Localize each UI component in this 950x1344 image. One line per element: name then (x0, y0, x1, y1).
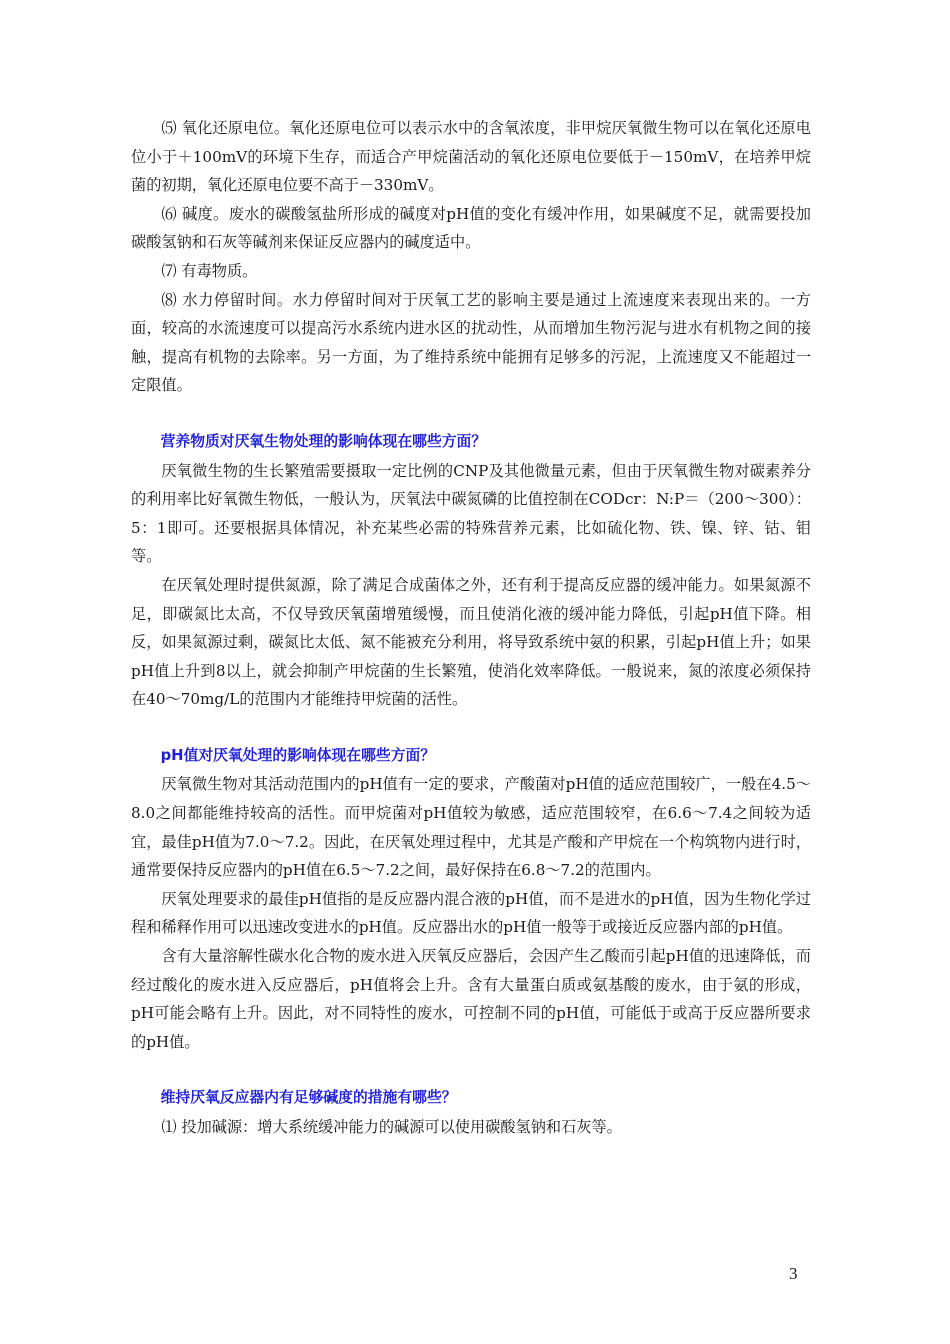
paragraph-toxic-substances: ⑺ 有毒物质。 (161, 261, 258, 280)
paragraph-alkali-dosing: ⑴ 投加碱源：增大系统缓冲能力的碱源可以使用碳酸氢钠和石灰等。 (161, 1118, 622, 1136)
section-spacer (131, 714, 811, 742)
paragraph-alkalinity: ⑹ 碱度。废水的碳酸氢盐所形成的碱度对pH值的变化有缓冲作用，如果碱度不足，就需要投加碳酸氢钠和石灰等碱剂来保证反应器内的碱度适中。 (131, 204, 811, 252)
paragraph-redox-potential: ⑸ 氧化还原电位。氧化还原电位可以表示水中的含氧浓度，非甲烷厌氧微生物可以在氧化还原电位小于＋100mV的环境下生存，而适合产甲烷菌活动的氧化还原电位要低于－150mV，在培养甲烷菌的初期，氧化还原电位要不高于－330mV。 (131, 119, 811, 195)
heading-alkalinity-measures: 维持厌氧反应器内有足够碱度的措施有哪些？ (160, 1089, 457, 1107)
heading-nutrients: 营养物质对厌氧生物处理的影响体现在哪些方面？ (160, 432, 487, 450)
page-content (131, 114, 811, 1142)
paragraph-nutrients-cnp: 厌氧微生物的生长繁殖需要摄取一定比例的CNP及其他微量元素，但由于厌氧微生物对碳素养分的利用率比好氧微生物低，一般认为，厌氧法中碳氮磷的比值控制在CODcr：N:P＝（200～300）：5：1即可。还要根据具体情况，补充某些必需的特殊营养元素，比如硫化物、铁、镍、锌、钴、钼等。 (131, 461, 811, 566)
section-spacer (131, 1056, 811, 1084)
paragraph-ph-range: 厌氧微生物对其活动范围内的pH值有一定的要求，产酸菌对pH值的适应范围较广，一般在4.5～8.0之间都能维持较高的活性。而甲烷菌对pH值较为敏感，适应范围较窄，在6.6～7.4之间较为适宜，最佳pH值为7.0～7.2。因此，在厌氧处理过程中，尤其是产酸和产甲烷在一个构筑物内进行时，通常要保持反应器内的pH值在6.5～7.2之间，最好保持在6.8～7.2的范围内。 (131, 775, 811, 880)
paragraph-ph-wastewater-types: 含有大量溶解性碳水化合物的废水进入厌氧反应器后，会因产生乙酸而引起pH值的迅速降低，而经过酸化的废水进入反应器后，pH值将会上升。含有大量蛋白质或氨基酸的废水，由于氨的形成，pH可能会略有上升。因此，对不同特性的废水，可控制不同的pH值，可能低于或高于反应器所要求的pH值。 (131, 947, 811, 1051)
heading-ph: pH值对厌氧处理的影响体现在哪些方面？ (160, 746, 436, 764)
paragraph-hydraulic-retention: ⑻ 水力停留时间。水力停留时间对于厌氧工艺的影响主要是通过上流速度来表现出来的。一方面，较高的水流速度可以提高污水系统内进水区的扰动性，从而增加生物污泥与进水有机物之间的接触，提高有机物的去除率。另一方面，为了维持系统中能拥有足够多的污泥，上流速度又不能超过一定限值。 (131, 290, 811, 395)
paragraph-ph-mixed-liquor: 厌氧处理要求的最佳pH值指的是反应器内混合液的pH值，而不是进水的pH值，因为生物化学过程和稀释作用可以迅速改变进水的pH值。反应器出水的pH值一般等于或接近反应器内部的pH值。 (131, 889, 811, 937)
page-number: 3 (789, 1264, 798, 1283)
paragraph-nutrients-nitrogen: 在厌氧处理时提供氮源，除了满足合成菌体之外，还有利于提高反应器的缓冲能力。如果氮源不足，即碳氮比太高，不仅导致厌氧菌增殖缓慢，而且使消化液的缓冲能力降低，引起pH值下降。相反，如果氮源过剩，碳氮比太低、氮不能被充分利用，将导致系统中氨的积累，引起pH值上升；如果pH值上升到8以上，就会抑制产甲烷菌的生长繁殖，使消化效率降低。一般说来，氮的浓度必须保持在40～70mg/L的范围内才能维持甲烷菌的活性。 (131, 575, 811, 709)
section-spacer (131, 400, 811, 428)
